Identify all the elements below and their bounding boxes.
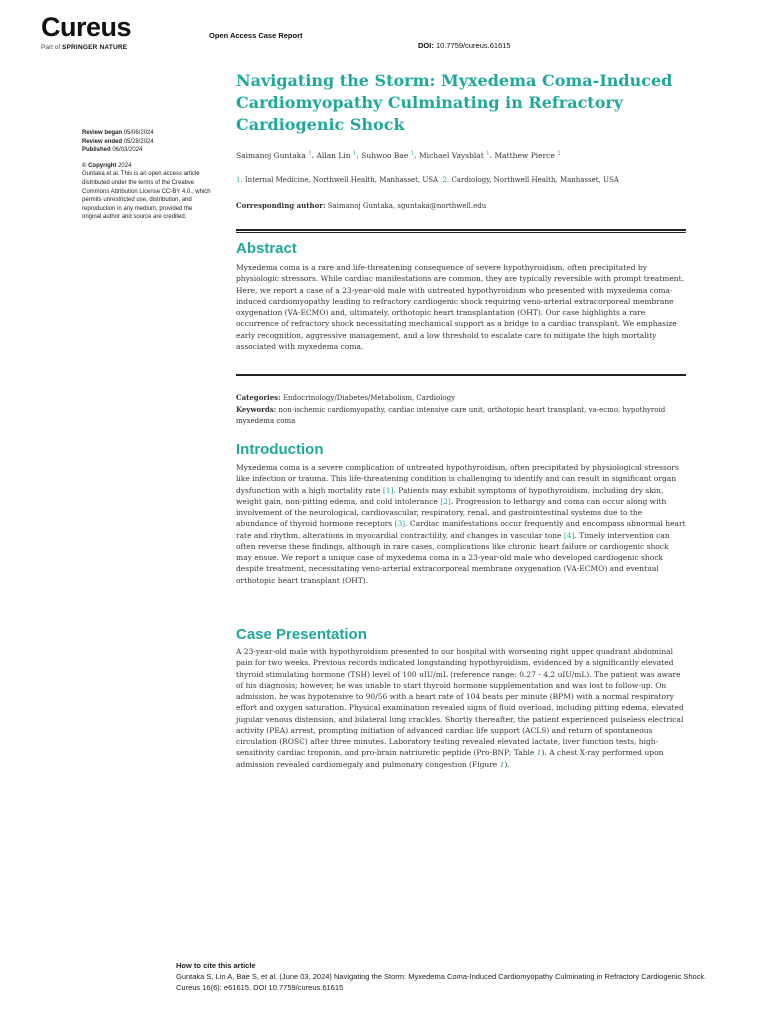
keywords: Keywords: non-ischemic cardiomyopathy, cardiac intensive care unit, orthotopic heart transplant, va-ecmo, hypothyroid myxedema coma [236, 405, 666, 425]
cureus-logo[interactable] [41, 14, 131, 51]
review-began: Review began 05/06/2024 [82, 130, 154, 136]
author[interactable]: Michael Vaysblat $^1$ [419, 150, 490, 160]
doi-label: DOI: [418, 41, 434, 50]
doi-link[interactable]: 10.7759/cureus.61615 [435, 41, 511, 50]
author[interactable]: Saimanoj Guntaka $^1$ [236, 150, 312, 160]
case-presentation-heading: Case Presentation [236, 626, 367, 643]
corresponding-author: Corresponding author: Saimanoj Guntaka, sguntaka@northwell.edu [236, 200, 487, 210]
doi [418, 41, 511, 50]
abstract-heading: Abstract [236, 240, 297, 257]
article-metadata [236, 392, 686, 427]
corresponding-email[interactable]: Saimanoj Guntaka, sguntaka@northwell.edu [327, 201, 487, 210]
citation-heading: How to cite this article [176, 961, 256, 970]
article-title: Navigating the Storm: Myxedema Coma-Induced Cardiomyopathy Culminating in Refractory Cardiogenic Shock [236, 71, 673, 134]
copyright: © Copyright 2024 [82, 162, 132, 169]
citation-text: Guntaka S, Lin A, Bae S, et al. (June 03, 2024) Navigating the Storm: Myxedema Coma-Induced Cardiomyopathy Culminating in Refractory Cardiogenic Shock. Cureus 16(6): e61615. DOI 10.7759/cureus.61615 [176, 972, 707, 992]
section-divider [236, 229, 686, 233]
categories: Categories: Endocrinology/Diabetes/Metabolism, Cardiology [236, 393, 456, 402]
citation-footer [176, 960, 716, 993]
introduction-heading: Introduction [236, 441, 324, 458]
affiliation: 1. Internal Medicine, Northwell Health, Manhasset, USA [236, 175, 439, 184]
section-divider [236, 374, 686, 376]
author-list: Saimanoj Guntaka $^1$, Allan Lin $^1$, Suhwoo Bae $^1$, Michael Vaysblat $^1$, Matthew Pierce $^2$ [236, 150, 561, 160]
affiliation: 2. Cardiology, Northwell Health, Manhasset, USA [442, 175, 619, 184]
affiliations [236, 176, 686, 184]
published-date: Published 06/03/2024 [82, 147, 143, 154]
author[interactable]: Allan Lin $^1$ [316, 150, 357, 160]
citation-link[interactable]: [1] [382, 485, 394, 495]
article-sidebar [82, 129, 212, 222]
abstract-text: Myxedema coma is a rare and life-threatening consequence of severe hypothyroidism, often precipitated by physiologic stressors. While cardiac manifestations are common, they are typically reversible with prompt treatment. Here, we report a case of a 23-year-old male with untreated hypothyroidism who presented with myxedema coma-induced cardiomyopathy leading to refractory cardiogenic shock requiring veno-arterial extracorporeal membrane oxygenation (VA-ECMO) and, ultimately, orthotopic heart transplantation (OHT). Our case highlights a rare occurrence of refractory shock necessitating mechanical support as a bridge to a cardiac transplant. We emphasize early recognition, aggressive management, and a low threshold to escalate care to mitigate the high mortality associated with myxedema coma. [236, 263, 685, 351]
case-presentation-text: A 23-year-old male with hypothyroidism presented to our hospital with worsening right upper quadrant abdominal pain for two weeks. Previous records indicated longstanding hypothyroidism, evidenced by a significantly elevated thyroid stimulating hormone (TSH) level of 100 uIU/mL (reference range: 0.27 - 4.2 uIU/mL). The patient was aware of his diagnosis; however, he was unable to start thyroid hormone supplementation and was lost to follow-up. On admission, he was hypotensive to 90/56 with a heart rate of 104 beats per minute (BPM) with a normal respiratory effort and oxygen saturation. Physical examination revealed signs of fluid overload, including pitting edema, elevated jugular venous distension, and bilateral lung crackles. Shortly thereafter, the patient experienced pulseless electrical activity (PEA) arrest, prompting initiation of advanced cardiac life support (ACLS) and return of spontaneous circulation (ROSC) after three minutes. Laboratory testing revealed elevated lactate, liver function tests, high-sensitivity cardiac troponin, and pro-brain natriuretic peptide (Pro-BNP; Table 1). A chest X-ray performed upon admission revealed cardiomegaly and pulmonary congestion (Figure 1). [236, 647, 684, 769]
author[interactable]: Suhwoo Bae $^1$ [361, 150, 415, 160]
citation-link[interactable]: [4] [563, 530, 575, 540]
table-link[interactable]: 1 [536, 748, 542, 758]
introduction-text: Myxedema coma is a severe complication of untreated hypothyroidism, often precipitated by physiological stressors like infection or trauma. This life-threatening condition is challenging to identify and can result in significant organ dysfunction with a high mortality rate [1]. Patients may exhibit symptoms of hypothyroidism, including dry skin, weight gain, non-pitting edema, and cold intolerance [2]. Progression to lethargy and coma can occur along with involvement of the neurological, cardiovascular, respiratory, renal, and gastrointestinal systems due to the abundance of thyroid hormone receptors [3]. Cardiac manifestations occur frequently and encompass abnormal heart rate and rhythm, alterations in myocardial contractility, and changes in vascular tone [4]. Timely intervention can often reverse these findings, although in rare cases, complications like chronic heart failure or cardiogenic shock may ensue. We report a unique case of myxedema coma in a 23-year-old male who developed cardiogenic shock despite treatment, necessitating veno-arterial extracorporeal membrane oxygenation (VA-ECMO) and eventual orthotopic heart transplant (OHT). [236, 463, 686, 585]
document-type: Open Access Case Report [209, 31, 303, 40]
review-ended: Review ended 05/28/2024 [82, 138, 154, 145]
article-header [236, 70, 686, 210]
figure-link[interactable]: 1 [499, 759, 505, 769]
citation-link[interactable]: [2] [440, 496, 451, 506]
logo-part-of: Part of SPRINGER NATURE [41, 44, 128, 51]
license-text: Guntaka et al. This is an open access article distributed under the terms of the Creative Commons Attribution License CC-BY 4.0., which permits unrestricted use, distribution, and reproduction in any medium, provided the original author and source are credited. [82, 171, 211, 221]
citation-link[interactable]: [3] [394, 519, 406, 529]
author[interactable]: Matthew Pierce $^2$ [494, 150, 561, 160]
logo-brand: Cureus [41, 12, 132, 42]
